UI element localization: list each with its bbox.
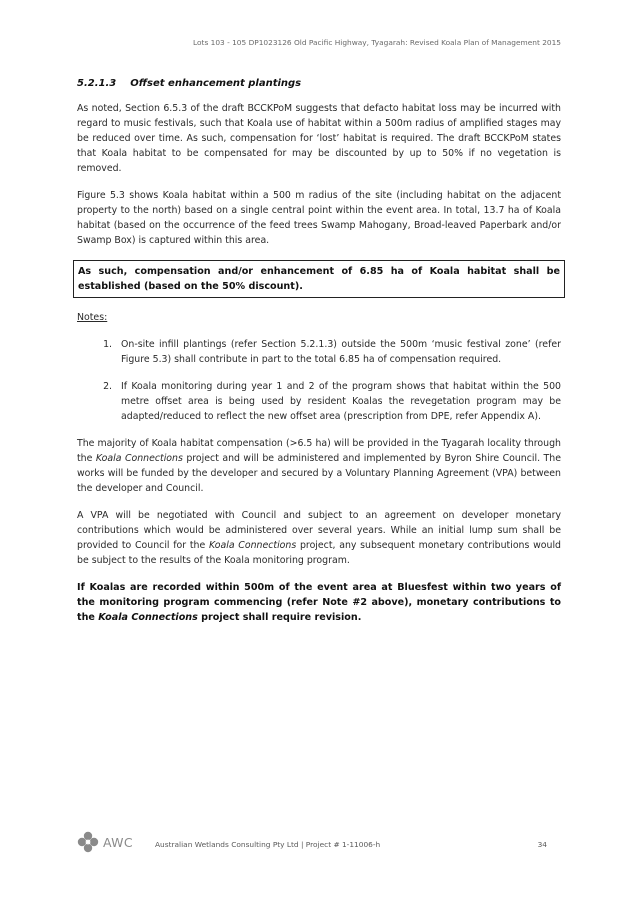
- section-number: 5.2.1.3: [77, 78, 117, 89]
- footer-company-project: Australian Wetlands Consulting Pty Ltd | Project # 1-11006-h: [155, 840, 381, 849]
- boxed-statement: As such, compensation and/or enhancement of 6.85 ha of Koala habitat shall be established (based on the 50% discount).: [73, 260, 565, 298]
- logo-text: AWC: [103, 834, 133, 850]
- notes-label: Notes:: [77, 312, 108, 323]
- awc-logo-icon: [77, 831, 99, 853]
- notes-list: [77, 337, 561, 424]
- project-name-emphasis: Koala Connections: [208, 540, 297, 551]
- project-name-emphasis: Koala Connections: [98, 612, 198, 623]
- paragraph-5: [77, 580, 561, 625]
- paragraph-3: [77, 436, 561, 496]
- page-header: Lots 103 - 105 DP1023126 Old Pacific Highway, Tyagarah: Revised Koala Plan of Management 2015: [193, 38, 561, 47]
- note-item-1: 1. On-site infill plantings (refer Section 5.2.1.3) outside the 500m ‘music festival zone’ (refer Figure 5.3) shall contribute in part to the total 6.85 ha of compensation required.: [115, 337, 561, 367]
- paragraph-5-part-b: project shall require revision.: [197, 612, 362, 623]
- paragraph-4-part-a: A VPA will be negotiated with Council and subject to an agreement on developer monetary contributions which would be administered over several years. While an initial lump sum shall be provided to Council for the: [77, 510, 561, 551]
- paragraph-2: Figure 5.3 shows Koala habitat within a 500 m radius of the site (including habitat on the adjacent property to the north) based on a single central point within the event area. In total, 13.7 ha of Koala habitat (based on the occurrence of the feed trees Swamp Mahogany, Broad-leaved Paperbark and/or Swamp Box) is captured within this area.: [77, 190, 561, 246]
- note-item-2: 2. If Koala monitoring during year 1 and 2 of the program shows that habitat within the 500 metre offset area is being used by resident Koalas the revegetation program may be adapted/reduced to reflect the new offset area (prescription from DPE, refer Appendix A).: [115, 379, 561, 424]
- page-number: 34: [537, 840, 547, 849]
- paragraph-3-part-b: project and will be administered and implemented by Byron Shire Council. The works will be funded by the developer and secured by a Voluntary Planning Agreement (VPA) between the developer and Council.: [77, 453, 561, 494]
- company-logo: [77, 831, 133, 853]
- paragraph-5-part-a: If Koalas are recorded within 500m of the event area at Bluesfest within two years of the monitoring program commencing (refer Note #2 above), monetary contributions to the: [77, 582, 561, 623]
- section-title: Offset enhancement plantings: [130, 78, 302, 89]
- paragraph-4-part-b: project, any subsequent monetary contributions would be subject to the results of the Koala monitoring program.: [77, 540, 561, 566]
- page-footer: [77, 831, 561, 859]
- document-body: [77, 78, 561, 637]
- paragraph-1: As noted, Section 6.5.3 of the draft BCCKPoM suggests that defacto habitat loss may be incurred with regard to music festivals, such that Koala use of habitat within a 500m radius of amplified stages may be reduced over time. As such, compensation for ‘lost’ habitat is required. The draft BCCKPoM states that Koala habitat to be compensated for may be discounted by up to 50% if no vegetation is removed.: [77, 103, 561, 174]
- paragraph-3-part-a: The majority of Koala habitat compensation (>6.5 ha) will be provided in the Tyagarah locality through the: [77, 438, 561, 464]
- section-heading: [77, 78, 561, 89]
- project-name-emphasis: Koala Connections: [95, 453, 183, 464]
- paragraph-4: [77, 508, 561, 568]
